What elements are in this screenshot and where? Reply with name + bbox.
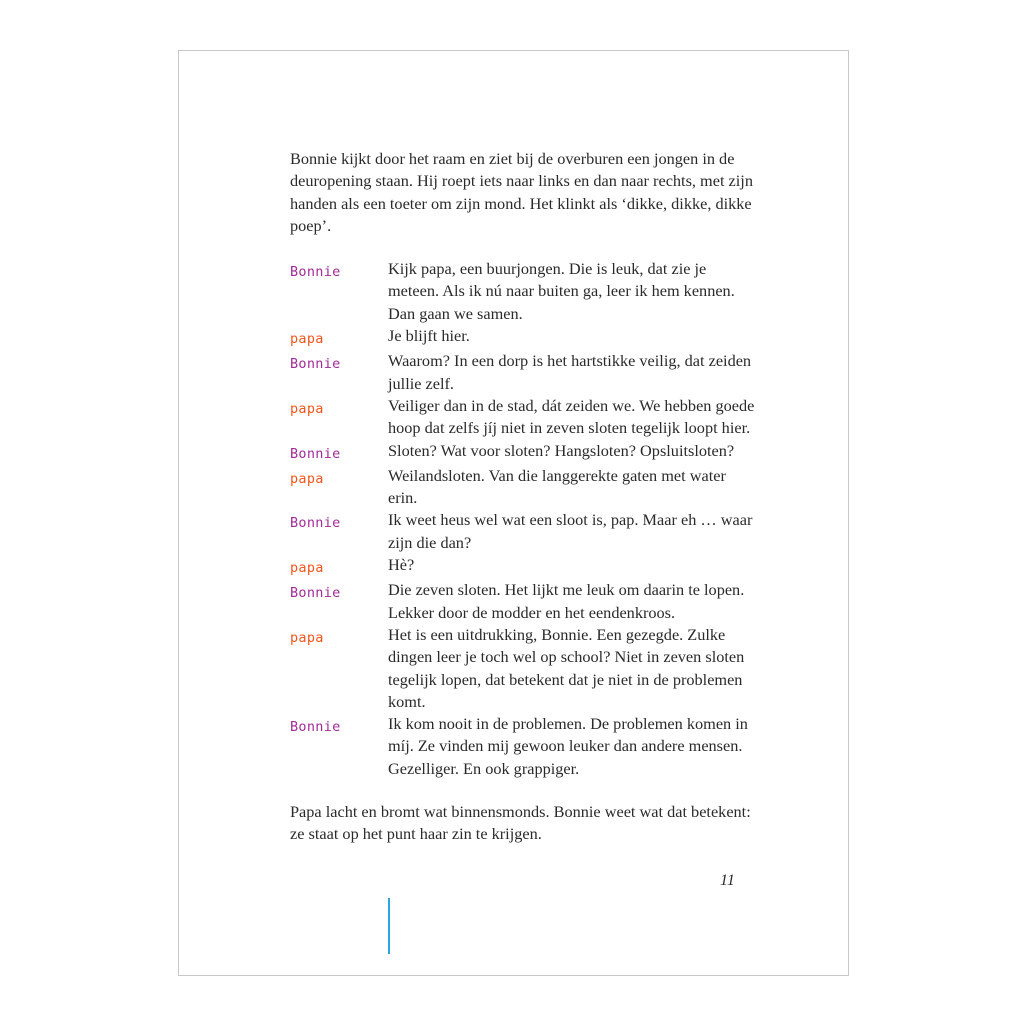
- speech-text: Je blijft hier.: [388, 326, 470, 346]
- intro-paragraph: Bonnie kijkt door het raam en ziet bij de overburen een jongen in de deuropening staan. Hij roept iets naar links en dan naar rechts, met zijn handen als een toeter om zijn mond. Het klinkt als ‘dikke, dikke, dikke poep’.: [290, 149, 753, 235]
- dialogue-line: [290, 325, 755, 350]
- speaker-name: Bonnie: [290, 719, 341, 736]
- dialogue-line: [290, 554, 755, 579]
- book-page: [178, 50, 849, 976]
- speaker-name: Bonnie: [290, 515, 341, 532]
- speaker-name: papa: [290, 560, 324, 577]
- dialogue-block: [290, 258, 755, 780]
- speaker-name: papa: [290, 629, 324, 646]
- dialogue-line: [290, 440, 755, 465]
- speech-text: Ik weet heus wel wat een sloot is, pap. Maar eh … waar zijn die dan?: [388, 510, 753, 552]
- spacer: [290, 780, 755, 801]
- page-text: [290, 148, 755, 846]
- speech-text: Kijk papa, een buurjongen. Die is leuk, dat zie je meteen. Als ik nú naar buiten ga, leer ik hem kennen. Dan gaan we samen.: [388, 259, 735, 323]
- speaker-name: papa: [290, 400, 324, 417]
- cursor-marker-line: [388, 898, 390, 954]
- speaker-name: papa: [290, 470, 324, 487]
- dialogue-line: [290, 258, 755, 325]
- speech-text: Waarom? In een dorp is het hartstikke veilig, dat zeiden jullie zelf.: [388, 351, 752, 393]
- dialogue-line: [290, 579, 755, 624]
- dialogue-line: [290, 395, 755, 440]
- speech-text: Die zeven sloten. Het lijkt me leuk om daarin te lopen. Lekker door de modder en het eendenkroos.: [388, 580, 745, 622]
- outro-paragraph: Papa lacht en bromt wat binnensmonds. Bonnie weet wat dat betekent: ze staat op het punt haar zin te krijgen.: [290, 802, 751, 844]
- speech-text: Hè?: [388, 555, 415, 575]
- spacer: [290, 237, 755, 258]
- speaker-name: Bonnie: [290, 264, 341, 281]
- page-number: 11: [720, 872, 735, 889]
- speech-text: Sloten? Wat voor sloten? Hangsloten? Opsluitsloten?: [388, 440, 735, 460]
- speaker-name: Bonnie: [290, 356, 341, 373]
- dialogue-line: [290, 350, 755, 395]
- speaker-name: Bonnie: [290, 585, 341, 602]
- dialogue-line: [290, 509, 755, 554]
- speech-text: Weilandsloten. Van die langgerekte gaten met water erin.: [388, 465, 726, 508]
- speech-text: Veiliger dan in de stad, dát zeiden we. We hebben goede hoop dat zelfs jíj niet in zeven sloten tegelijk loopt hier.: [388, 395, 755, 438]
- dialogue-line: [290, 465, 755, 510]
- dialogue-line: [290, 713, 755, 780]
- dialogue-line: [290, 624, 755, 713]
- speech-text: Ik kom nooit in de problemen. De problemen komen in míj. Ze vinden mij gewoon leuker dan andere mensen. Gezelliger. En ook grappiger.: [388, 714, 748, 778]
- speaker-name: Bonnie: [290, 445, 341, 462]
- speaker-name: papa: [290, 331, 324, 348]
- speech-text: Het is een uitdrukking, Bonnie. Een gezegde. Zulke dingen leer je toch wel op school? Niet in zeven sloten tegelijk lopen, dat betekent dat je niet in de problemen komt.: [388, 624, 745, 711]
